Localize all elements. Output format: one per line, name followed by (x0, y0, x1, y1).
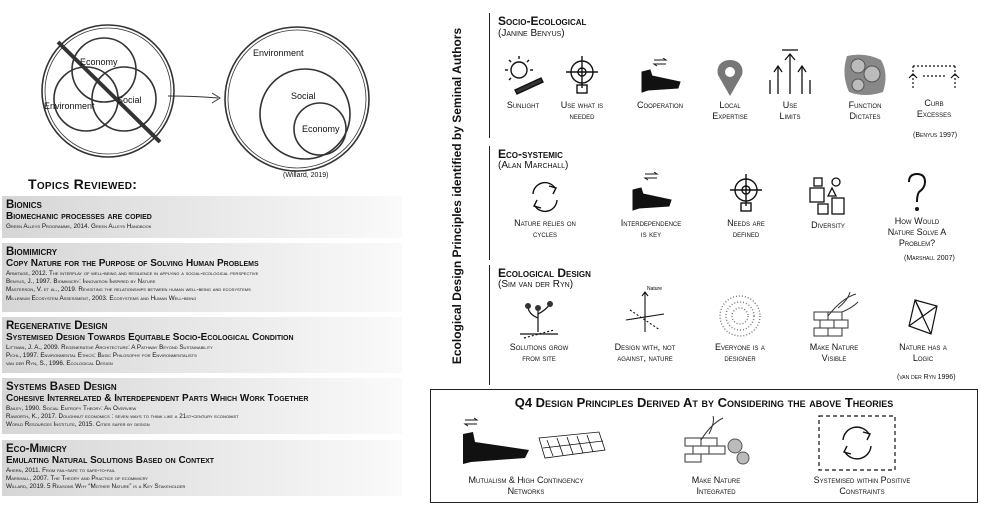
economy-circle (72, 38, 136, 102)
social-mid-circle (260, 69, 350, 159)
topic-reference: Millenium Ecosystem Assessment, 2003. Ecosystems and Human Well-being (6, 294, 197, 302)
item-label: defined (732, 229, 760, 239)
topic-subtitle: Emulating Natural Solutions Based on Context (6, 455, 215, 466)
item-nature-relies-on-cycles (500, 178, 590, 240)
q4-item-label: Networks (507, 486, 545, 496)
item-make-nature-visible (789, 290, 879, 364)
positive-constraints-icon (817, 414, 897, 472)
item-label: Solutions grow (509, 342, 569, 352)
mutualism-icon (459, 414, 609, 470)
item-solutions-grow-from-site (494, 296, 584, 364)
lightbulb-target-icon (724, 172, 768, 216)
section-bracket (489, 146, 490, 260)
item-label: Limits (779, 111, 801, 121)
venn-right-social: Social (291, 91, 316, 101)
venn-left-economy: Economy (80, 57, 118, 67)
topic-name: Systems Based Design (6, 381, 117, 393)
topics-title: Topics Reviewed: (28, 176, 138, 192)
item-diversity (783, 174, 873, 231)
topic-name: Regenerative Design (6, 320, 108, 332)
topic-reference: World Resources Institute, 2015. Cities safer by design (6, 421, 150, 429)
cycle-arrows-icon (525, 178, 565, 216)
item-label: How Would (894, 216, 940, 226)
item-label: Dictates (849, 111, 881, 121)
section-author: (Sim van der Ryn) (498, 279, 574, 290)
item-label: Sunlight (506, 100, 540, 110)
venn-left-social: Social (117, 95, 142, 105)
topic-eco-mimicry (2, 440, 402, 496)
topic-reference: Bailey, 1990. Social Entropy Theory: An Overview (6, 405, 137, 412)
topic-reference: Armitage, 2012. The interplay of well-being and resilience in applying a social-ecological perspective (6, 270, 259, 277)
topic-subtitle: Systemised Design Towards Equitable Socio-Ecological Condition (6, 332, 294, 343)
section-title-socio-ecological: Socio-Ecological (498, 14, 587, 28)
q4-item-systemised-within-constraints (797, 475, 927, 497)
section-citation: (van der Ryn 1996) (897, 374, 956, 381)
q4-item-label: Systemised within Positive (813, 475, 911, 485)
section-bracket (489, 265, 490, 385)
item-needs-are-defined (701, 172, 791, 240)
item-label: Needs are (727, 218, 765, 228)
section-author: (Janine Benyus) (498, 28, 565, 39)
item-label: Nature has a (899, 342, 947, 352)
item-how-would-nature-solve (872, 170, 962, 249)
item-label: Cooperation (636, 100, 684, 110)
topic-subtitle: Biomechanic processes are copied (6, 211, 152, 222)
item-label: Nature Solve A (887, 227, 947, 237)
section-citation: (Benyus 1997) (913, 132, 958, 139)
section-title-eco-systemic: Eco-systemic (498, 147, 563, 161)
topic-reference: Green Alleys Programme, 2014. Green Alleys Handbook (6, 223, 152, 230)
section-citation: (Marshall 2007) (904, 255, 955, 262)
item-label: cycles (532, 229, 557, 239)
lightbulb-target-icon (560, 54, 604, 98)
topic-reference: Masterson, V. et al., 2019. Revisiting the relationships between human well-being and ecosystems (6, 286, 251, 294)
item-use-what-is-needed (537, 54, 627, 122)
item-label: Local (719, 100, 741, 110)
venn-right-environment: Environment (253, 48, 304, 58)
item-label: needed (569, 111, 595, 121)
topic-name: Eco-Mimicry (6, 443, 67, 455)
integrated-nature-icon (679, 416, 755, 470)
topic-reference: Littman, J. A., 2009. Regenerative Architecture: A Pathway Beyond Sustainability (6, 344, 213, 351)
venn-left-environment: Environment (44, 101, 95, 111)
crocodile-bird-icon (627, 172, 675, 216)
item-label: from site (522, 353, 556, 363)
topic-reference: Willard, 2019. 5 Reasons Why “Mother Nature” is a Key Stakeholder (6, 483, 186, 491)
plant-grow-icon (516, 296, 562, 340)
section-title-ecological-design: Ecological Design (498, 266, 591, 280)
topic-regenerative-design (2, 317, 402, 373)
topic-subtitle: Copy Nature for the Purpose of Solving Human Problems (6, 258, 259, 269)
item-nature-has-a-logic (878, 296, 968, 364)
nature-axis-label: Nature (647, 286, 663, 292)
gears-icon (841, 52, 889, 98)
topic-reference: Benyus, J., 1997. Biomimicry: Innovation Inspired by Nature (6, 278, 156, 286)
item-label: Curb (924, 98, 944, 108)
map-pin-icon (710, 58, 750, 98)
item-label: Expertise (712, 111, 748, 121)
venn-diagrams (0, 0, 400, 190)
question-mark-icon (897, 170, 937, 214)
topic-name: Bionics (6, 199, 42, 211)
item-label: Visible (821, 353, 847, 363)
topic-reference: Raworth, K., 2017. Doughnut economics : seven ways to think like a 21st-century economist (6, 413, 239, 421)
leaves-wall-icon (808, 290, 860, 340)
q4-item-label: Integrated (696, 486, 736, 496)
environment-circle (54, 67, 118, 131)
item-label: Excesses (916, 109, 952, 119)
item-label: Interdependence (620, 218, 682, 228)
vertical-title (449, 6, 465, 386)
item-label: Logic (912, 353, 934, 363)
item-label: Problem? (898, 238, 936, 248)
item-label: designer (724, 353, 756, 363)
item-label: Everyone is a (715, 342, 765, 352)
curb-icon (907, 56, 961, 96)
item-label: against, nature (617, 353, 673, 363)
topic-bionics (2, 196, 402, 238)
item-label: Design with, not (614, 342, 676, 352)
topic-reference: Ahern, 2011. From fail-safe to safe-to-fail (6, 467, 116, 474)
q4-title: Q4 Design Principles Derived At by Considering the above Theories (514, 395, 894, 410)
item-label: Use (782, 100, 798, 110)
section-author: (Alan Marchall) (498, 160, 569, 171)
topic-name: Biomimicry (6, 246, 58, 258)
item-label: is key (640, 229, 662, 239)
q4-item-label: Constraints (839, 486, 885, 496)
item-label: Function (848, 100, 882, 110)
q4-item-label: Make Nature (691, 475, 741, 485)
polyhedron-icon (903, 296, 943, 340)
topic-reference: Marshall, 2007. The Theory and Practice of ecomimicry (6, 475, 149, 483)
item-label: Make Nature (809, 342, 859, 352)
topic-reference: van der Ryn, S., 1996. Ecological Design (6, 360, 113, 368)
item-interdependence-is-key (606, 172, 696, 240)
venn-right-economy: Economy (302, 124, 340, 134)
topic-systems-based-design (2, 378, 402, 434)
topic-reference: Pichl, 1997. Environmental Ethics: Basic Philosophy for Environmentalists (6, 352, 197, 360)
nature-axis-icon (620, 282, 670, 340)
topic-biomimicry (2, 243, 402, 312)
item-design-with-nature (600, 282, 690, 364)
q4-item-label: Mutualism & High Contingency (468, 475, 584, 485)
item-label: Diversity (811, 220, 845, 230)
arrows-up-icon (766, 44, 814, 98)
q4-principles-box (430, 389, 978, 503)
q4-item-mutualism (451, 475, 601, 497)
people-icon (806, 174, 850, 218)
topic-subtitle: Cohesive Interrelated & Interdependent Parts Which Work Together (6, 393, 309, 404)
venn-drawing (0, 0, 400, 190)
venn-citation: (Willard, 2019) (283, 172, 329, 179)
item-everyone-is-a-designer (695, 292, 785, 364)
item-label: Use what is (560, 100, 604, 110)
dotted-circle-icon (716, 292, 764, 340)
item-curb-excesses (889, 56, 979, 120)
vertical-title-text: Ecological Design Principles identified by Seminal Authors (450, 27, 464, 365)
crocodile-bird-icon (636, 58, 684, 98)
item-label: Nature relies on (514, 218, 576, 228)
q4-item-make-nature-integrated (661, 475, 771, 497)
